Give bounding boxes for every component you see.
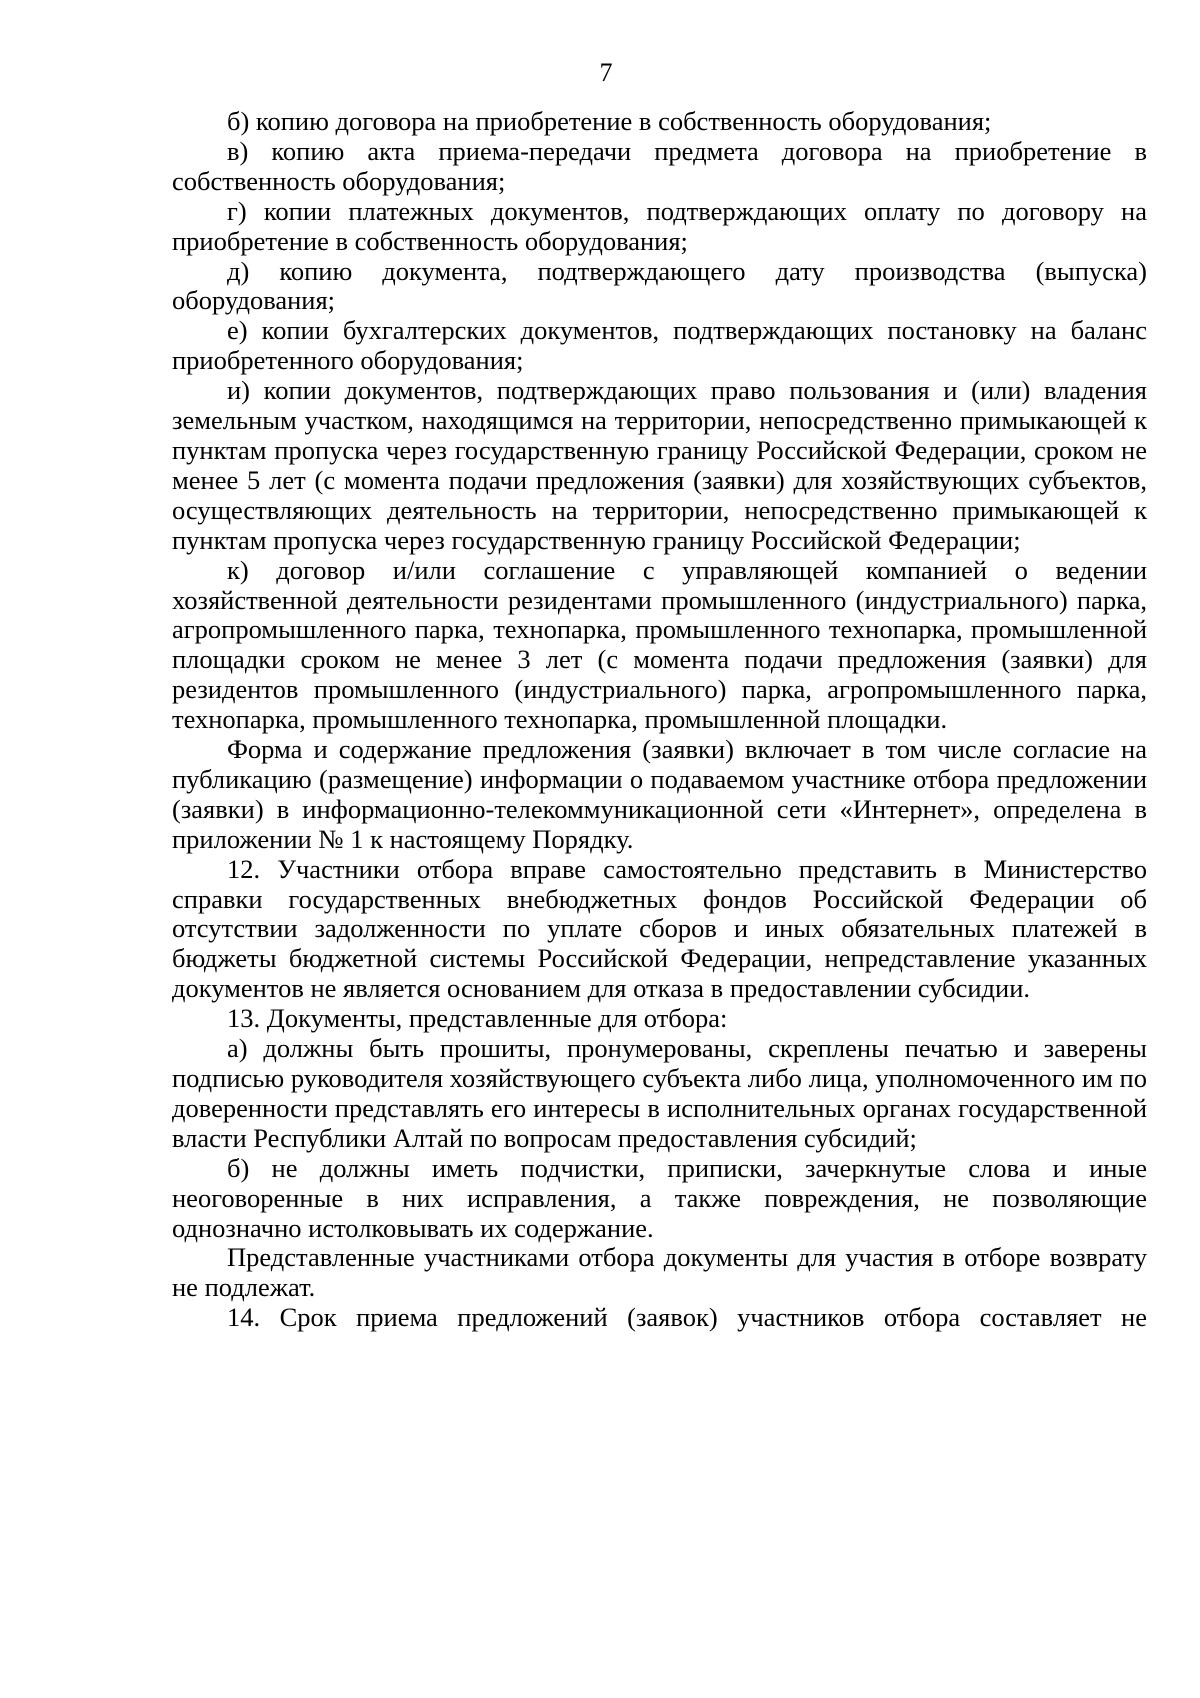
paragraph-application-form: Форма и содержание предложения (заявки) включает в том числе согласие на публикацию (размещение) информации о подаваемом участнике отбора предложении (заявки) в информационно-телекоммуникационной сети «Интернет», определена в приложении № 1 к настоящему Порядку.: [172, 734, 1147, 854]
paragraph-item-k-management-agreement: к) договор и/или соглашение с управляющей компанией о ведении хозяйственной деятельности резидентами промышленного (индустриального) парка, агропромышленного парка, технопарка, промышленного технопарка, промышленной площадки сроком не менее 3 лет (с момента подачи предложения (заявки) для резидентов промышленного (индустриального) парка, агропромышленного парка, технопарка, промышленного технопарка, промышленной площадки.: [172, 554, 1147, 735]
document-body: [172, 107, 1147, 1333]
paragraph-item-a-binding: а) должны быть прошиты, пронумерованы, скреплены печатью и заверены подписью руководителя хозяйствующего субъекта либо лица, уполномоченного им по доверенности представлять его интересы в исполнительных органах государственной власти Республики Алтай по вопросам предоставления субсидий;: [172, 1033, 1147, 1153]
paragraph-section-13: 13. Документы, представленные для отбора:: [227, 1003, 728, 1034]
paragraph-item-b-contract: б) копию договора на приобретение в собственность оборудования;: [227, 106, 992, 136]
page-number: 7: [599, 58, 613, 87]
paragraph-no-return: Представленные участниками отбора документы для участия в отборе возврату не подлежат.: [172, 1242, 1147, 1303]
paragraph-item-b-no-corrections: б) не должны иметь подчистки, приписки, зачеркнутые слова и иные неоговоренные в них исправления, а также повреждения, не позволяющие однозначно истолковывать их содержание.: [172, 1152, 1147, 1243]
paragraph-item-i-land-rights: и) копии документов, подтверждающих право пользования и (или) владения земельным участком, находящимся на территории, непосредственно примыкающей к пунктам пропуска через государственную границу Российской Федерации, сроком не менее 5 лет (с момента подачи предложения (заявки) для хозяйствующих субъектов, осуществляющих деятельность на территории, непосредственно примыкающей к пунктам пропуска через государственную границу Российской Федерации;: [172, 375, 1147, 555]
paragraph-item-g-payment-docs: г) копии платежных документов, подтверждающих оплату по договору на приобретение в собственность оборудования;: [172, 195, 1147, 256]
paragraph-item-v-transfer-act: в) копию акта приема-передачи предмета договора на приобретение в собственность оборудования;: [172, 135, 1147, 196]
paragraph-item-e-accounting-docs: е) копии бухгалтерских документов, подтверждающих постановку на баланс приобретенного оборудования;: [172, 315, 1147, 376]
paragraph-section-14: 14. Срок приема предложений (заявок) участников отбора составляет не: [227, 1302, 1147, 1333]
paragraph-item-d-production-date: д) копию документа, подтверждающего дату производства (выпуска) оборудования;: [172, 255, 1147, 316]
paragraph-section-12: 12. Участники отбора вправе самостоятельно представить в Министерство справки государственных внебюджетных фондов Российской Федерации об отсутствии задолженности по уплате сборов и иных обязательных платежей в бюджеты бюджетной системы Российской Федерации, непредставление указанных документов не является основанием для отказа в предоставлении субсидии.: [172, 853, 1147, 1004]
